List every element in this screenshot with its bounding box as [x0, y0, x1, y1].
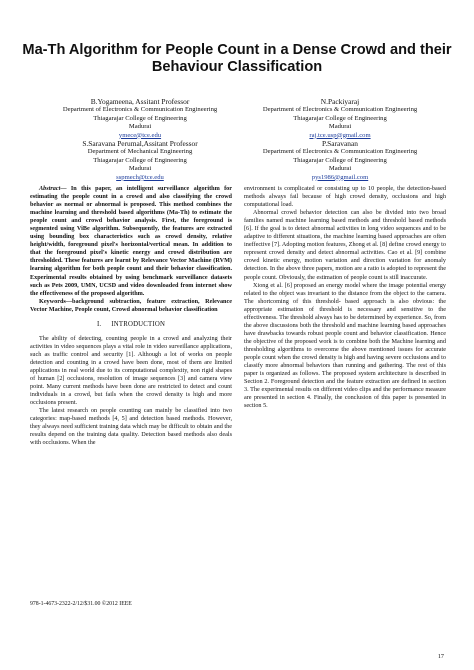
author-block-4: [240, 140, 440, 182]
author-block-1: [40, 98, 240, 140]
author-department: Department of Electronics & Communication Engineering: [262, 106, 418, 114]
paper-title: Ma-Th Algorithm for People Count in a Dense Crowd and their Behaviour Classification: [22, 42, 452, 75]
author-name: S.Saravana Perumal,Assitant Professor: [82, 139, 198, 148]
abstract-lead: Abstract—: [39, 185, 67, 192]
author-department: Department of Electronics & Communication Engineering: [262, 148, 418, 156]
section-heading: [30, 321, 232, 329]
copyright-notice: 978-1-4673-2322-2/12/$31.00 ©2012 IEEE: [30, 601, 132, 607]
paragraph: Abnormal crowd behavior detection can also be divided into two broad families named machine learning based methods and threshold based methods [6]. If the goal is to detect abnormal activities in long video sequences and to be adaptive to different situations, the machine learning based approaches are often ineffective [7]. Adopting motion features, Zhong et al. [8] define crowd energy to represent crowd density and detect abnormal activities. Cao et al. [9] combine crowd kinetic energy, motion variation and direction variation for anomaly detection. In the above three papers, motion are a ratio is adopted to represent the people count. Obviously, the estimation of people count is still inaccurate.: [244, 209, 446, 281]
section-title: INTRODUCTION: [111, 320, 166, 328]
author-city: Madurai: [328, 165, 352, 173]
author-block-3: [40, 140, 240, 182]
abstract: [30, 185, 232, 298]
author-city: Madurai: [328, 123, 352, 131]
author-name: B.Yogameena, Assitant Professor: [90, 97, 190, 106]
author-name: P.Saravanan: [322, 139, 358, 148]
left-column: [30, 185, 232, 447]
keywords: Keywords—background subtraction, feature extraction, Relevance Vector Machine, People count, Crowd abnormal behavior classification: [30, 297, 232, 313]
author-college: Thiagarajar College of Engineering: [93, 114, 187, 122]
paragraph: environment is complicated or consisting up to 10 people, the detection-based methods always fail because of high crowd density, occlusions and high computational load.: [244, 185, 446, 209]
author-college: Thiagarajar College of Engineering: [93, 156, 187, 164]
author-college: Thiagarajar College of Engineering: [293, 156, 387, 164]
paragraph: The ability of detecting, counting people in a crowd and analyzing their activities in video sequences plays a vital role in video surveillance applications, such as traffic control and security [1]. Although a lot of works on people detection and counting in a crowd have been done, most of them are limited applications in real world due to its computational complexity, non rigid shapes of human [2] occlusions, resolution of image sequences [3] and camera view point. Many current methods have been done are restricted to detect and count individuals in a crowd, but fails when the crowd density is high and more occlusions present.: [30, 334, 232, 407]
author-department: Department of Mechanical Engineering: [87, 148, 193, 156]
author-name: N.Packiyaraj: [320, 97, 360, 106]
author-email-link[interactable]: raj.tce.usp@gmail.com: [309, 131, 371, 139]
abstract-text: In this paper, an intelligent surveillance algorithm for estimating the people count in a crowd and also classifying the crowd behavior as normal or abnormal is proposed. This method combines the machine learning and threshold based algorithms (Ma-Th) to estimate the people count and crowd behavior analysis. First, the foreground is segmented using ViBe algorithm. Subsequently, the features are extracted using bounding box characteristics such as crowd density, relative height/width, foreground pixel's horizontal/vertical mean. In addition to that the foreground pixel's kinetic energy and crowd distribution are thresholded. These features are learnt by Relevance Vector Machine (RVM) learning algorithm for both people count and their behavior classification. Experimental results obtained by using benchmark surveillance datasets such as Pets 2009, UMN, UCSD and video downloaded from internet show the effectiveness of the proposed algorithm.: [30, 185, 233, 297]
right-column: [244, 185, 446, 410]
author-block-2: [240, 98, 440, 140]
author-city: Madurai: [128, 165, 152, 173]
author-email-link[interactable]: ymece@tce.edu: [118, 131, 162, 139]
author-college: Thiagarajar College of Engineering: [293, 114, 387, 122]
page-number: 17: [437, 653, 444, 660]
author-email-link[interactable]: pys1986@gmail.com: [311, 173, 369, 181]
section-number: I.: [96, 320, 102, 328]
author-department: Department of Electronics & Communication Engineering: [62, 106, 218, 114]
author-email-link[interactable]: sspmech@tce.edu: [116, 173, 164, 181]
paragraph: Xiong et al. [6] proposed an energy model where the image potential energy related to the object was invariant to the distance from the object to the camera. The shortcoming of this threshold- based approach is also obvious: the appropriate estimation of threshold is necessary and sensitive to the effectiveness. The threshold always has to be determined by experience. So, from the above discussions both the threshold and machine learning based approaches have drawbacks towards robust people count and behavior classification. Hence the objective of the proposed work is to combine both the Machine learning and thresholding algorithms to overcome the above mentioned issues for accurate people count when the crowd density is high and having severe occlusions and to classify more abnormal behaviors than running and gathering. The rest of this paper is organized as follows. The proposed system architecture is described in Section 2. Foreground detection and the feature extraction are defined in section 3. The experimental results on different video clips and the performance measure are presented in section 4. Finally, the conclusion of this paper is presented in section 5.: [244, 281, 446, 410]
author-city: Madurai: [128, 123, 152, 131]
paragraph: The latest research on people counting can mainly be classified into two categories: map-based methods [4, 5] and detection based methods. However, they always need sufficient training data which may be difficult to obtain and the results depend on the training data quality. Detection based methods also deals with occlusions. When the: [30, 407, 232, 447]
